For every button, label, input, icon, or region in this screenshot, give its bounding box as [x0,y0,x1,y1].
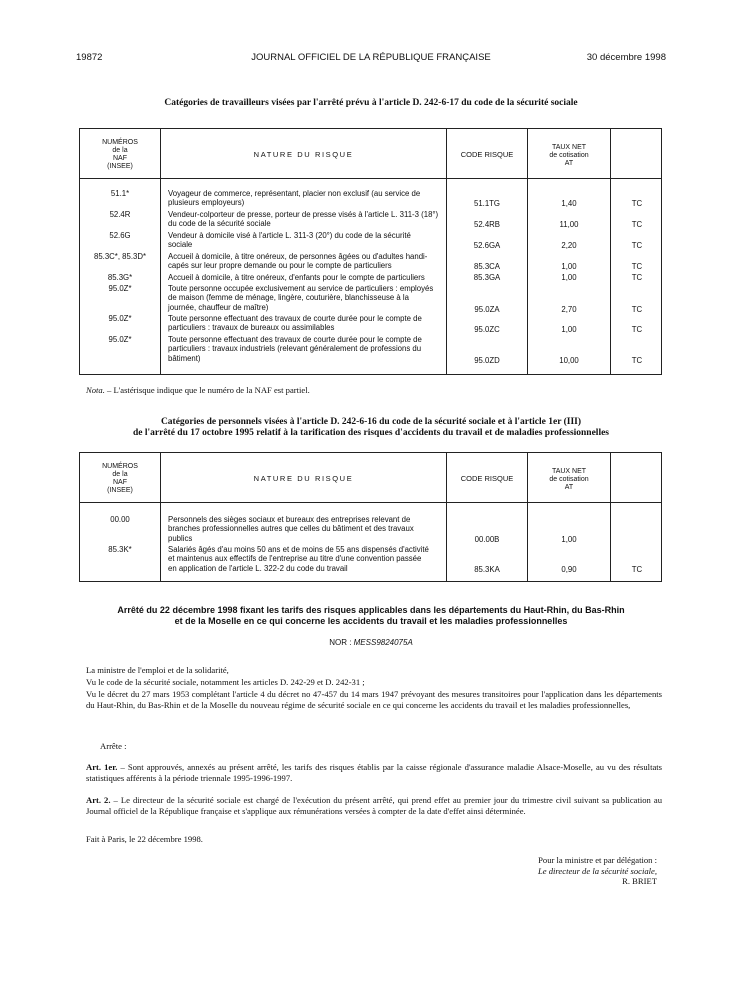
arrete-word: Arrête : [100,741,127,751]
nota: Nota. – L'astérisque indique que le numéro de la NAF est partiel. [86,385,310,395]
arrete-title: Arrêté du 22 décembre 1998 fixant les tarifs des risques applicables dans les départements du Haut-Rhin, du Bas-Rhin et de la Moselle en ce qui concerne les accidents du travail et les maladies professionnelles [117,605,625,626]
page-number: 19872 [76,52,103,63]
table2-title: Catégories de personnels visées à l'article D. 242-6-16 du code de la sécurité sociale et à l'article 1er (III) de l'arrêté du 17 octobre 1995 relatif à la tarification des risques d'accidents du travail et de maladies professionnelles [132,417,610,438]
taux-header: TAUX NET de cotisation AT [549,144,589,167]
paragraph-vu-code: Vu le code de la sécurité sociale, notamment les articles D. 242-29 et D. 242-31 ; [86,677,365,687]
table1: NUMÉROS de la NAF (INSEE) NATURE DU RISQUE CODE RISQUE TAUX NET de cotisation AT 51.1* Voyageur de commerce, représentant, placier non exclusif (au service de plusieurs employeurs) 51.1TG 1,40 TC 52.4R Vendeur-colporteur de presse, porteur de presse visés à l'article L. 311-3 (18°) du code de la sécurité sociale 52.4RB 11,00 TC 52.6G Vendeur à domicile visé à l'article L. 311-3 (20°) du code de la sécurité sociale 52.6GA 2,20 TC 85.3C*, 85.3D* Accueil à domicile, à titre onéreux, de personnes âgées ou d'adultes handi- capés sur leur propre demande ou pour le compte de particuliers 85.3CA 1,00 TC 85.3G* Accueil à domicile, à titre onéreux, d'enfants pour le compte de particuliers 85.3GA 1,00 TC 95.0Z* Toute personne occupée exclusivement au service de particuliers : employés de maison (femme de ménage, lingère, couturière, blanchisseuse à la journée, chauffeur de maître) 95.0ZA 2,70 TC 95.0Z* Toute personne effectuant des travaux de courte durée pour le compte de particuliers : travaux de bureaux ou assimilables 95.0ZC 1,00 TC 95.0Z* Toute personne effectuant des travaux de courte durée pour le compte de particuliers : travaux industriels (relevant généralement de professions du bâtiment) 95.0ZD 10,00 TC [79,128,662,375]
paragraph-ministre: La ministre de l'emploi et de la solidarité, [86,665,229,675]
nature-header: NATURE DU RISQUE [253,150,354,159]
article-2: Art. 2. – Le directeur de la sécurité sociale est chargé de l'exécution du présent arrêté, qui prend effet au premier jour du trimestre civil suivant sa publication au Journal officiel de la République française et s'applique aux rémunérations versées à compter de la date d'effet ainsi déterminée. [86,795,662,816]
nature-header: NATURE DU RISQUE [253,474,354,483]
table2: NUMÉROS de la NAF (INSEE) NATURE DU RISQUE CODE RISQUE TAUX NET de cotisation AT 00.00 Personnels des sièges sociaux et bureaux des entreprises relevant de branches professionnelles autres que celles du bâtiment et des travaux publics 00.00B 1,00 85.3K* Salariés âgés d'au moins 50 ans et de moins de 55 ans dispensés d'activité et maintenus aux effectifs de l'entreprise au titre d'une convention passée en application de l'article L. 322-2 du code du travail 85.3KA 0,90 TC [79,452,662,582]
code-header: CODE RISQUE [460,474,514,483]
article-1: Art. 1er. – Sont approuvés, annexés au présent arrêté, les tarifs des risques établis par la caisse régionale d'assurance maladie Alsace-Moselle, au vu des résultats statistiques afférents à la période triennale 1995-1996-1997. [86,762,663,783]
naf-header: NUMÉROS de la NAF (INSEE) [102,463,138,494]
nor-reference: NOR : MESS9824075A [329,638,413,647]
signature-block: Pour la ministre et par délégation : Le directeur de la sécurité sociale, R. BRIET [537,855,657,887]
journal-title: JOURNAL OFFICIEL DE LA RÉPUBLIQUE FRANÇAISE [251,52,491,63]
taux-header: TAUX NET de cotisation AT [549,468,589,491]
page-header [76,52,666,66]
code-header: CODE RISQUE [460,150,514,159]
fait-a-paris: Fait à Paris, le 22 décembre 1998. [86,834,203,844]
table1-title: Catégories de travailleurs visées par l'arrêté prévu à l'article D. 242-6-17 du code de la sécurité sociale [164,98,578,108]
paragraph-vu-decret: Vu le décret du 27 mars 1953 complétant l'article 4 du décret no 47-457 du 14 mars 1947 prévoyant des mesures transitoires pour l'application dans les départements du Haut-Rhin, du Bas-Rhin et de la Moselle du nouveau régime de sécurité sociale en ce qui concerne les accidents du travail et les maladies professionnelles, [86,689,662,710]
issue-date: 30 décembre 1998 [586,52,666,63]
naf-header: NUMÉROS de la NAF (INSEE) [102,139,138,170]
